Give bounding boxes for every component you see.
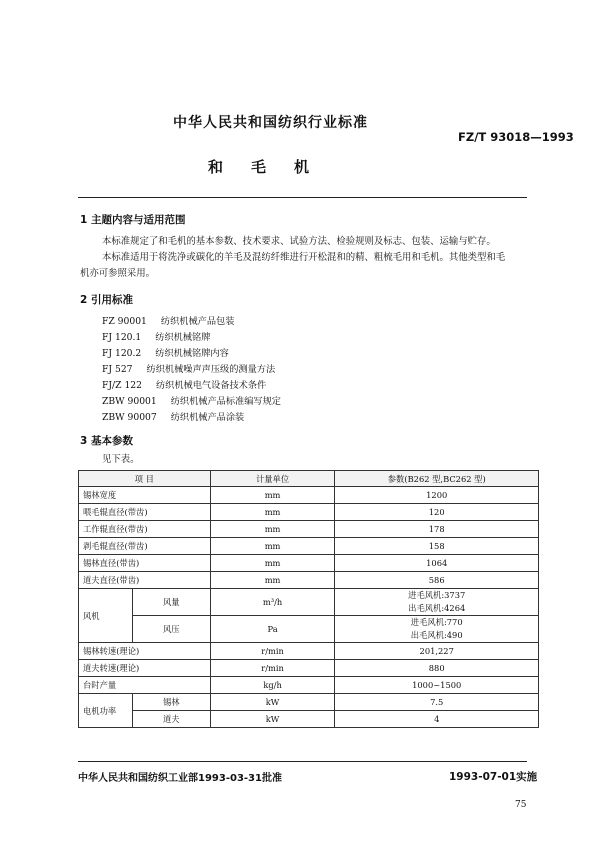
reference-item: FJ 120.1 纺织机械铭牌 [102, 332, 211, 343]
reference-item: ZBW 90007 纺织机械产品涂装 [102, 412, 245, 423]
reference-item: FJ 527 纺织机械噪声声压级的测量方法 [102, 364, 276, 375]
reference-item: ZBW 90001 纺织机械产品标准编写规定 [102, 396, 281, 407]
section-1-paragraph-2-cont: 机亦可参照采用。 [80, 268, 156, 279]
item-cell: 道夫转速(理论) [79, 660, 211, 677]
reference-item: FJ 120.2 纺织机械铭牌内容 [102, 348, 229, 359]
unit-cell: mm [210, 504, 335, 521]
unit-cell: r/min [210, 643, 335, 660]
item-cell: 锡林转速(理论) [79, 643, 211, 660]
table-row [79, 660, 539, 677]
footer-rule [78, 761, 527, 762]
table-row [79, 504, 539, 521]
section-3-heading: 3 基本参数 [80, 435, 133, 447]
item-cell: 台时产量 [79, 677, 211, 694]
value-cell: 4 [335, 711, 539, 728]
group-cell-fan: 风机 [79, 589, 133, 643]
unit-cell: mm [210, 521, 335, 538]
value-cell: 进毛风机:3737 出毛风机:4264 [335, 589, 539, 616]
table-row [79, 616, 539, 643]
table-row [79, 555, 539, 572]
unit-cell: kW [210, 694, 335, 711]
group-cell-motor: 电机功率 [79, 694, 133, 728]
header-item: 项 目 [79, 471, 211, 487]
section-1-heading: 1 主题内容与适用范围 [80, 214, 186, 226]
unit-cell: m³/h [210, 589, 335, 616]
header-unit: 计量单位 [210, 471, 335, 487]
unit-cell: kW [210, 711, 335, 728]
unit-cell: mm [210, 538, 335, 555]
reference-item: FZ 90001 纺织机械产品包装 [102, 316, 235, 327]
section-2-heading: 2 引用标准 [80, 294, 133, 306]
value-cell: 进毛风机:770 出毛风机:490 [335, 616, 539, 643]
table-row [79, 694, 539, 711]
table-row [79, 643, 539, 660]
unit-cell: kg/h [210, 677, 335, 694]
value-cell: 158 [335, 538, 539, 555]
standard-code: FZ/T 93018—1993 [458, 130, 574, 144]
header-rule [78, 197, 527, 198]
value-cell: 178 [335, 521, 539, 538]
item-cell: 锡林 [132, 694, 210, 711]
value-cell: 1064 [335, 555, 539, 572]
reference-item: FJ/Z 122 纺织机械电气设备技术条件 [102, 380, 267, 391]
approval-note: 中华人民共和国纺织工业部1993-03-31批准 [78, 773, 282, 784]
item-cell: 剥毛辊直径(带齿) [79, 538, 211, 555]
unit-cell: mm [210, 555, 335, 572]
value-cell: 1200 [335, 487, 539, 504]
page-number: 75 [515, 800, 527, 810]
value-cell: 7.5 [335, 694, 539, 711]
section-1-paragraph-1: 本标准规定了和毛机的基本参数、技术要求、试验方法、检验规则及标志、包装、运输与贮存。 [102, 236, 496, 247]
implementation-date: 1993-07-01实施 [449, 771, 538, 783]
value-cell: 1000~1500 [335, 677, 539, 694]
value-cell: 586 [335, 572, 539, 589]
table-row [79, 711, 539, 728]
value-cell: 201,227 [335, 643, 539, 660]
value-cell: 120 [335, 504, 539, 521]
table-header-row [79, 471, 539, 487]
header-param: 参数(B262 型,BC262 型) [335, 471, 539, 487]
table-row [79, 538, 539, 555]
unit-cell: Pa [210, 616, 335, 643]
value-cell: 880 [335, 660, 539, 677]
section-1-paragraph-2: 本标准适用于将洗净或碳化的羊毛及混纺纤维进行开松混和的精、粗梳毛用和毛机。其他类型和毛 [102, 252, 506, 263]
table-row [79, 487, 539, 504]
table-row [79, 572, 539, 589]
table-row [79, 521, 539, 538]
item-cell: 风压 [132, 616, 210, 643]
standard-issuer: 中华人民共和国纺织行业标准 [173, 115, 368, 131]
parameter-table [78, 470, 539, 728]
table-row [79, 677, 539, 694]
item-cell: 风量 [132, 589, 210, 616]
item-cell: 工作辊直径(带齿) [79, 521, 211, 538]
table-row [79, 589, 539, 616]
unit-cell: mm [210, 572, 335, 589]
item-cell: 锡林宽度 [79, 487, 211, 504]
section-3-intro: 见下表。 [102, 454, 140, 465]
document-title: 和毛机 [208, 158, 338, 176]
unit-cell: r/min [210, 660, 335, 677]
unit-cell: mm [210, 487, 335, 504]
item-cell: 道夫 [132, 711, 210, 728]
item-cell: 道夫直径(带齿) [79, 572, 211, 589]
item-cell: 锡林直径(带齿) [79, 555, 211, 572]
item-cell: 喂毛辊直径(带齿) [79, 504, 211, 521]
